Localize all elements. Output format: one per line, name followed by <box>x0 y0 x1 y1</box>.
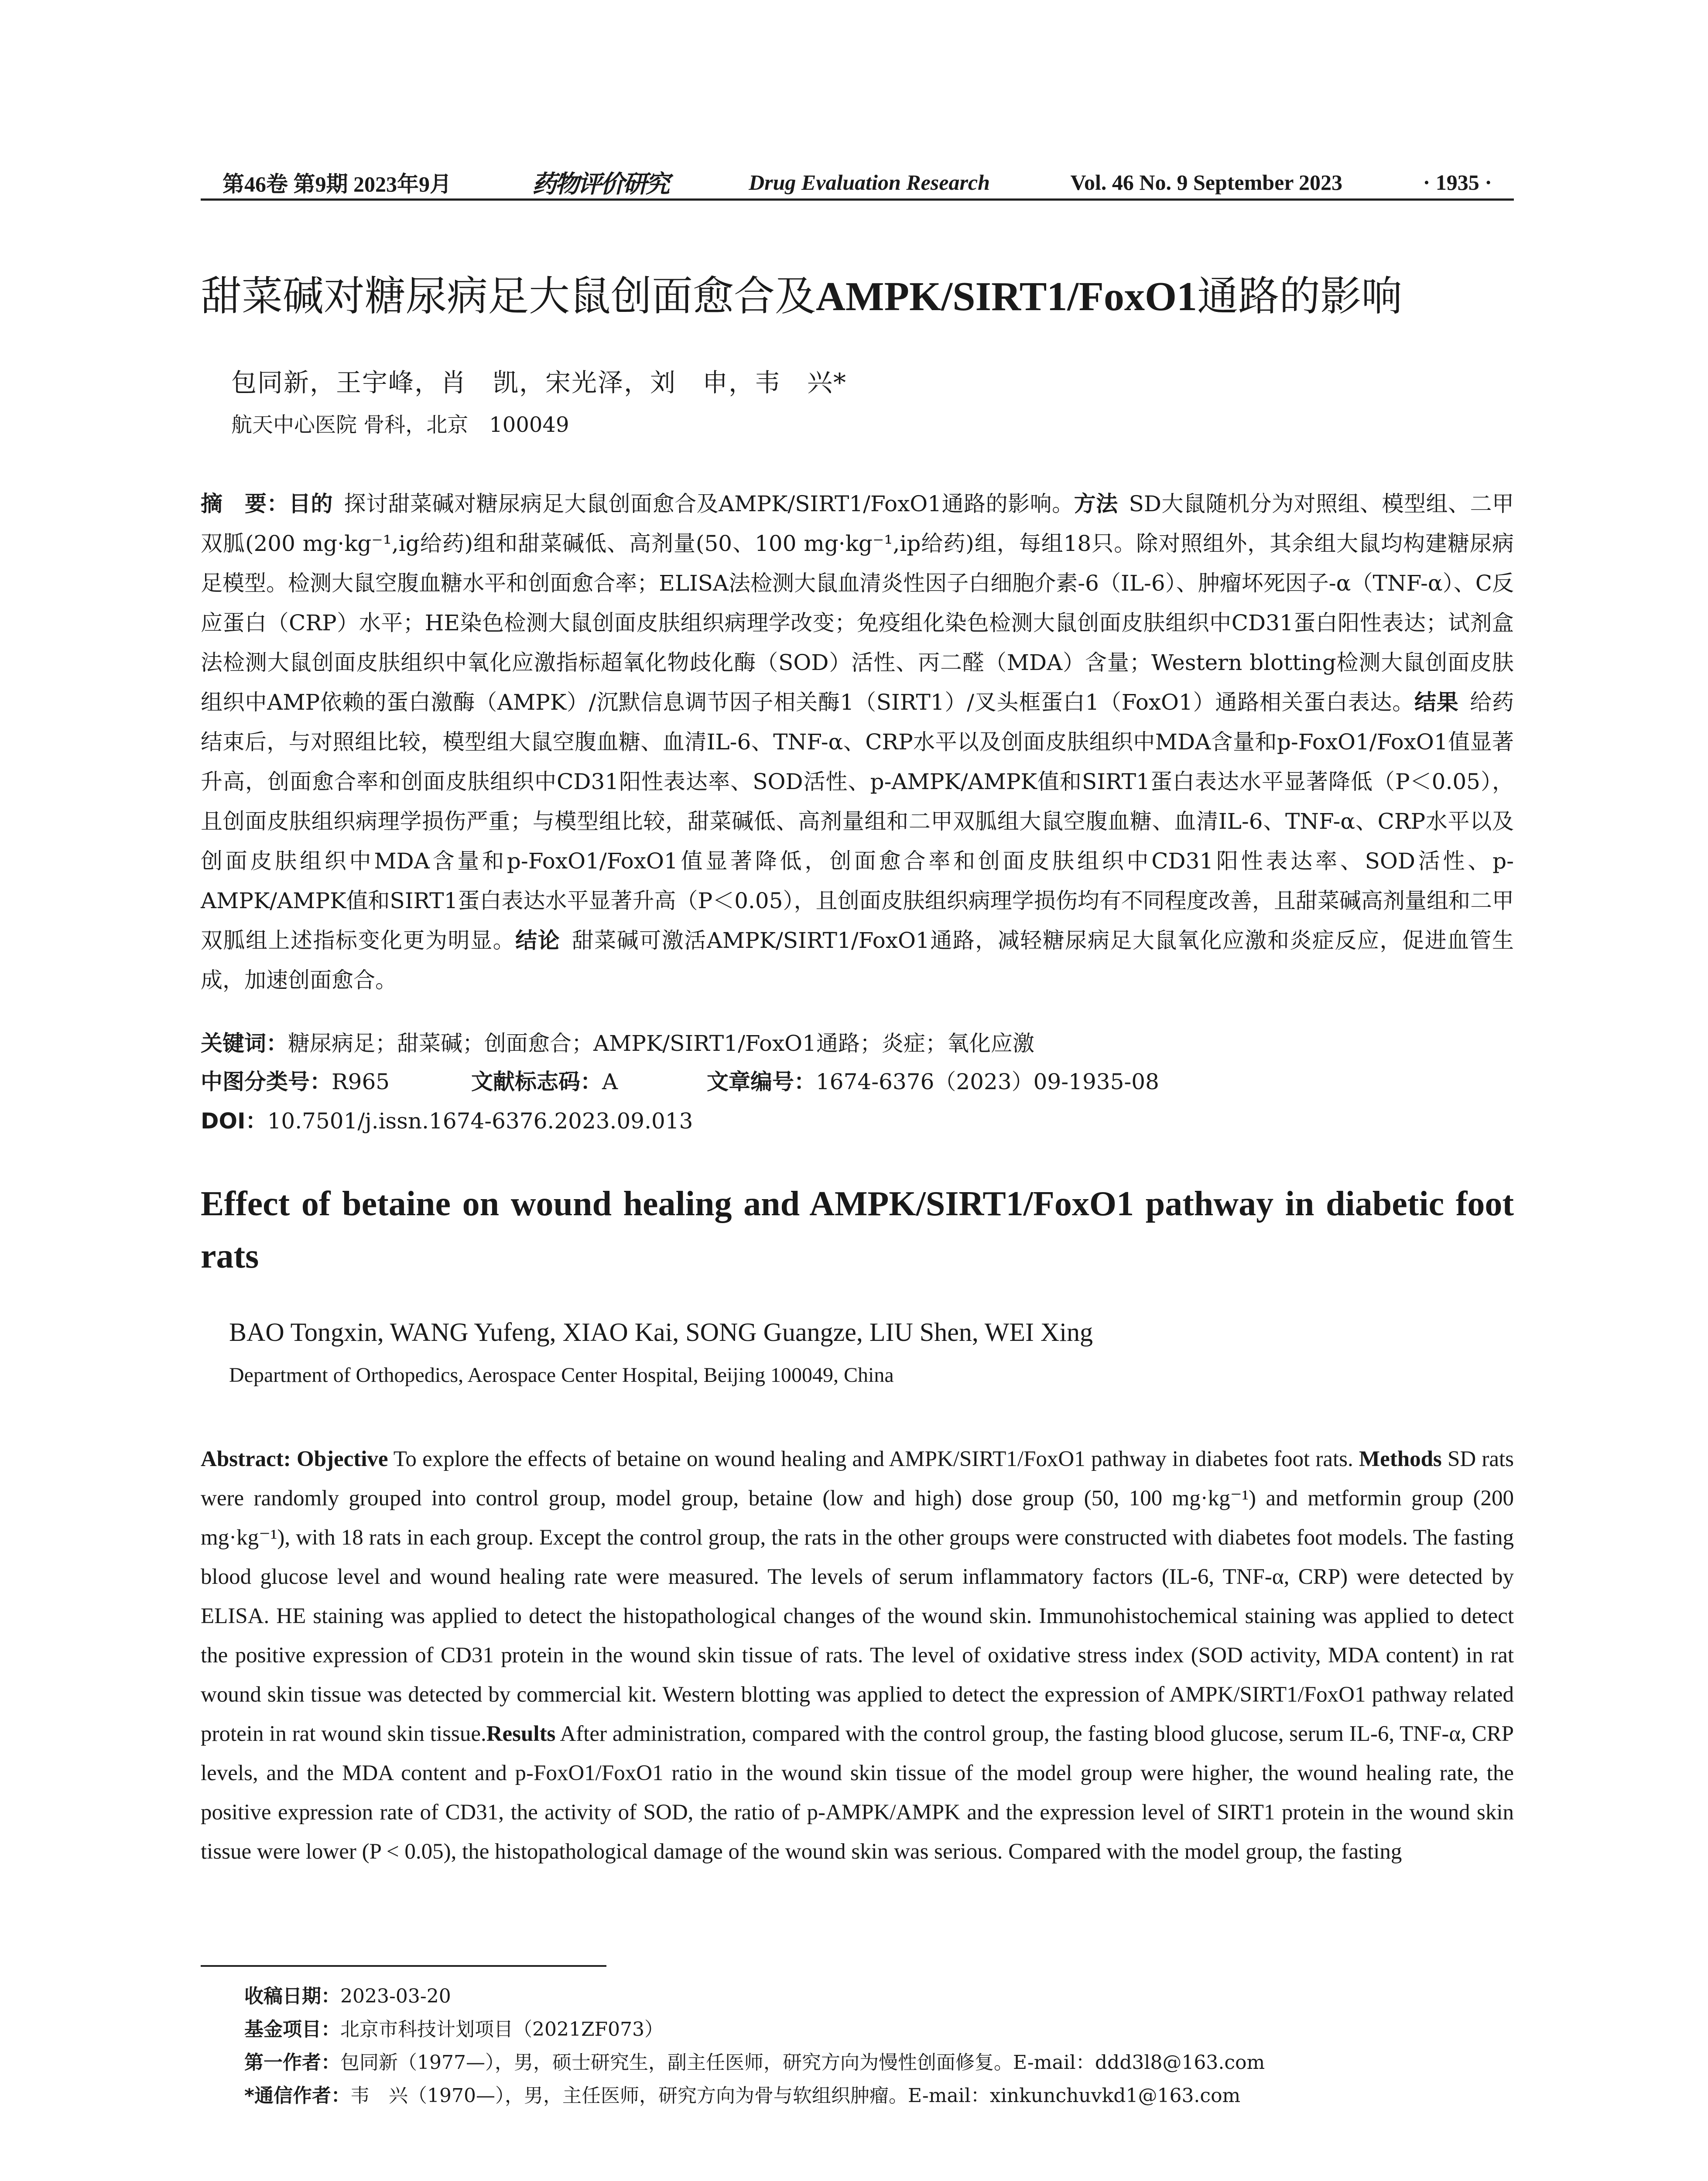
keywords-line <box>201 1026 1034 1057</box>
header-volume-en: Vol. 46 No. 9 September 2023 <box>1070 170 1343 195</box>
keywords-text: 糖尿病足；甜菜碱；创面愈合；AMPK/SIRT1/FoxO1通路；炎症；氧化应激 <box>288 1031 1034 1056</box>
article-number-field <box>707 1064 1159 1096</box>
methods-cn: SD大鼠随机分为对照组、模型组、二甲双胍(200 mg·kg⁻¹,ig给药)组和甜菜碱低、高剂量(50、100 mg·kg⁻¹,ip给药)组，每组18只。除对照组外，其余组大鼠均构建糖尿病足模型。检测大鼠空腹血糖水平和创面愈合率；ELISA法检测大鼠血清炎性因子白细胞介素-6（IL-6）、肿瘤坏死因子-α（TNF-α）、C反应蛋白（CRP）水平；HE染色检测大鼠创面皮肤组织病理学改变；免疫组化染色检测大鼠创面皮肤组织中CD31蛋白阳性表达；试剂盒法检测大鼠创面皮肤组织中氧化应激指标超氧化物歧化酶（SOD）活性、丙二醛（MDA）含量；Western blotting检测大鼠创面皮肤组织中AMP依赖的蛋白激酶（AMPK）/沉默信息调节因子相关酶1（SIRT1）/叉头框蛋白1（FoxO1）通路相关蛋白表达。 <box>201 491 1514 715</box>
clc-value: R965 <box>332 1069 390 1094</box>
title-cn-prefix: 甜菜碱对糖尿病足大鼠创面愈合及 <box>201 273 816 320</box>
abstract-en-label: Abstract: <box>201 1447 291 1471</box>
objective-cn: 探讨甜菜碱对糖尿病足大鼠创面愈合及AMPK/SIRT1/FoxO1通路的影响。 <box>344 491 1074 516</box>
objective-en: To explore the effects of betaine on wound healing and AMPK/SIRT1/FoxO1 pathway in diabetes foot rats. <box>393 1447 1353 1471</box>
methods-en-label: Methods <box>1359 1447 1442 1471</box>
doc-code-label: 文献标志码： <box>471 1069 602 1094</box>
corresponding-label: *通信作者： <box>244 2085 351 2107</box>
received-label: 收稿日期： <box>244 1985 340 2007</box>
doi-label: DOI： <box>201 1108 267 1134</box>
article-number-label: 文章编号： <box>707 1069 816 1094</box>
results-cn: 给药结束后，与对照组比较，模型组大鼠空腹血糖、血清IL-6、TNF-α、CRP水平以及创面皮肤组织中MDA含量和p-FoxO1/FoxO1值显著升高，创面愈合率和创面皮肤组织中CD31阳性表达率、SOD活性、p-AMPK/AMPK值和SIRT1蛋白表达水平显著降低（P＜0.05），且创面皮肤组织病理学损伤严重；与模型组比较，甜菜碱低、高剂量组和二甲双胍组大鼠空腹血糖、血清IL-6、TNF-α、CRP水平以及创面皮肤组织中MDA含量和p-FoxO1/FoxO1值显著降低，创面愈合率和创面皮肤组织中CD31阳性表达率、SOD活性、p-AMPK/AMPK值和SIRT1蛋白表达水平显著升高（P＜0.05），且创面皮肤组织病理学损伤均有不同程度改善，且甜菜碱高剂量组和二甲双胍组上述指标变化更为明显。 <box>201 690 1514 953</box>
footnote-fund <box>244 2013 664 2041</box>
doc-code-value: A <box>602 1069 618 1094</box>
journal-logo-cn: 药物评价研究 <box>532 169 668 198</box>
article-number-value: 1674-6376（2023）09-1935-08 <box>816 1069 1159 1094</box>
running-header <box>201 166 1514 201</box>
objective-cn-label: 目的 <box>289 491 333 516</box>
results-en-label: Results <box>486 1722 556 1746</box>
methods-en: SD rats were randomly grouped into control group, model group, betaine (low and high) dose group (50, 100 mg·kg⁻¹) and metformin group (200 mg·kg⁻¹), with 18 rats in each group. Except the control group, the rats in the other groups were constructed with diabetes foot models. The fasting blood glucose level and wound healing rate were measured. The levels of serum inflammatory factors (IL-6, TNF-α, CRP) were detected by ELISA. HE staining was applied to detect the histopathological changes of the wound skin. Immunohistochemical staining was applied to detect the positive expression of CD31 protein in the wound skin tissue of rats. The level of oxidative stress index (SOD activity, MDA content) in rat wound skin tissue was detected by commercial kit. Western blotting was applied to detect the expression of AMPK/SIRT1/FoxO1 pathway related protein in rat wound skin tissue. <box>201 1447 1514 1746</box>
fund-label: 基金项目： <box>244 2018 340 2041</box>
title-en: Effect of betaine on wound healing and AMPK/SIRT1/FoxO1 pathway in diabetic foot rats <box>201 1185 1514 1275</box>
results-en: After administration, compared with the control group, the fasting blood glucose, serum IL-6, TNF-α, CRP levels, and the MDA content and p-FoxO1/FoxO1 ratio in the wound skin tissue of the model group were higher, the wound healing rate, the positive expression rate of CD31, the activity of SOD, the ratio of p-AMPK/AMPK and the expression level of SIRT1 protein in the wound skin tissue were lower (P < 0.05), the histopathological damage of the wound skin was serious. Compared with the model group, the fasting <box>201 1722 1514 1864</box>
doi-line <box>201 1104 693 1135</box>
abstract-cn-label: 摘 要： <box>201 491 289 516</box>
title-cn-suffix: 通路的影响 <box>1197 273 1403 320</box>
doi-value: 10.7501/j.issn.1674-6376.2023.09.013 <box>267 1108 693 1134</box>
clc-label: 中图分类号： <box>201 1069 332 1094</box>
header-page-number: · 1935 · <box>1423 170 1492 195</box>
affiliation-en: Department of Orthopedics, Aerospace Center Hospital, Beijing 100049, China <box>229 1364 894 1387</box>
conclusion-cn-label: 结论 <box>515 928 561 953</box>
first-author-label: 第一作者： <box>244 2051 340 2074</box>
received-date: 2023-03-20 <box>340 1985 451 2007</box>
conclusion-cn: 甜菜碱可激活AMPK/SIRT1/FoxO1通路，减轻糖尿病足大鼠氧化应激和炎症反应，促进血管生成，加速创面愈合。 <box>201 928 1514 993</box>
corresponding-value: 韦 兴（1970—），男，主任医师，研究方向为骨与软组织肿瘤。E-mail：xinkunchuvkd1@163.com <box>350 2085 1241 2107</box>
doc-code-field <box>471 1064 618 1096</box>
affiliation-cn: 航天中心医院 骨科，北京 100049 <box>231 413 569 437</box>
clc-field <box>201 1064 390 1096</box>
title-cn <box>201 270 1514 323</box>
title-cn-pathway: AMPK/SIRT1/FoxO1 <box>816 274 1198 319</box>
footnote-first-author <box>244 2047 1265 2075</box>
footnote-received <box>244 1980 451 2008</box>
header-journal-en: Drug Evaluation Research <box>749 170 990 195</box>
footnote-divider <box>201 1965 606 1967</box>
keywords-label: 关键词： <box>201 1031 288 1056</box>
methods-cn-label: 方法 <box>1074 491 1118 516</box>
abstract-en <box>201 1439 1514 1871</box>
abstract-cn <box>201 484 1514 1000</box>
first-author-value: 包同新（1977—），男，硕士研究生，副主任医师，研究方向为慢性创面修复。E-mail：ddd3l8@163.com <box>340 2051 1265 2074</box>
header-volume-cn: 第46卷 第9期 2023年9月 <box>222 171 452 196</box>
objective-en-label: Objective <box>296 1447 388 1471</box>
results-cn-label: 结果 <box>1414 690 1459 715</box>
authors-en: BAO Tongxin, WANG Yufeng, XIAO Kai, SONG Guangze, LIU Shen, WEI Xing <box>229 1318 1093 1347</box>
fund-value: 北京市科技计划项目（2021ZF073） <box>340 2018 664 2041</box>
footnote-corresponding <box>244 2080 1240 2108</box>
authors-cn: 包同新，王宇峰，肖 凯，宋光泽，刘 申，韦 兴* <box>231 368 847 397</box>
